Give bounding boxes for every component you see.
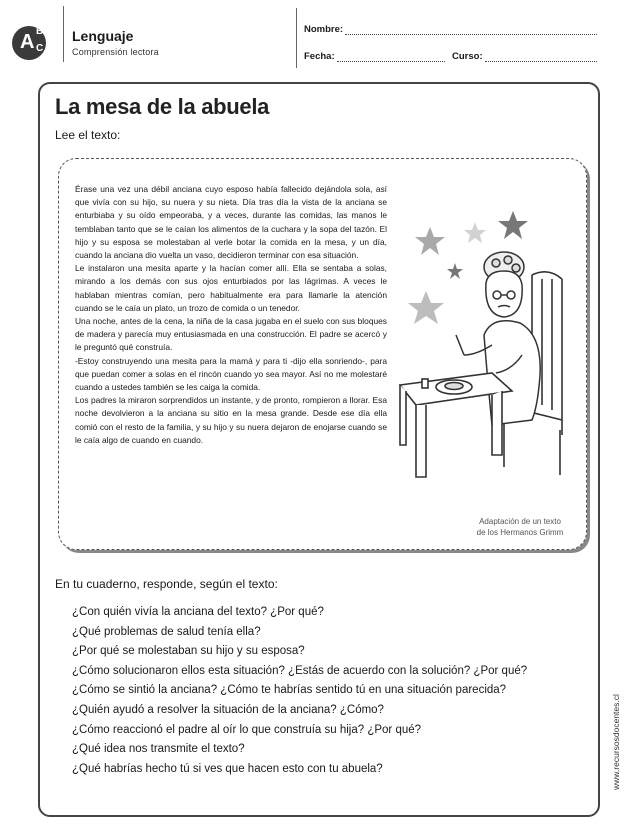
questions-instruction: En tu cuaderno, responde, según el texto: xyxy=(55,577,278,591)
abc-logo xyxy=(12,26,56,60)
source-credit xyxy=(455,516,585,538)
story-paragraph: -Estoy construyendo una mesita para la mamá y para ti -dijo ella sonriendo-, para que puedan comer a solas en el rincón cuando yo sea mayor. Así no me molestaré cuando a ustedes también se les caiga la comida. xyxy=(75,355,387,393)
question-item: ¿Cómo solucionaron ellos esta situación? ¿Estás de acuerdo con la solución? ¿Por qué? xyxy=(72,664,528,677)
question-item: ¿Qué habrías hecho tú si ves que hacen esto con tu abuela? xyxy=(72,762,383,775)
question-item: ¿Quién ayudó a resolver la situación de la anciana? ¿Cómo? xyxy=(72,703,384,716)
star-icon xyxy=(464,222,486,243)
nombre-label: Nombre: xyxy=(304,24,344,35)
story-paragraph: Le instalaron una mesita aparte y la hacían comer allí. Ella se sentaba a solas, mirando a los demás con sus ojos enturbiados por las lágrimas. A veces le hablaban mientras comían, pero habitualmente era para llamarle la atención cuando se le caía un plato, un trozo de comida o un tenedor. xyxy=(75,263,387,313)
star-icon xyxy=(447,263,463,279)
question-item: ¿Cómo reaccionó el padre al oír lo que construía su hija? ¿Por qué? xyxy=(72,723,422,736)
question-item: ¿Qué problemas de salud tenía ella? xyxy=(72,625,261,638)
fecha-label: Fecha: xyxy=(304,51,335,62)
nombre-line[interactable] xyxy=(345,25,597,35)
fecha-field[interactable] xyxy=(304,51,445,62)
website-url: www.recursosdocentes.cl xyxy=(611,694,621,790)
header-separator xyxy=(296,8,297,68)
logo-letter-a: A xyxy=(20,31,35,53)
fecha-line[interactable] xyxy=(337,52,445,62)
subject-subtitle: Comprensión lectora xyxy=(72,47,159,57)
star-icon xyxy=(408,291,444,324)
story-paragraph: Érase una vez una débil anciana cuyo esposo había fallecido dejándola sola, así que vivía con su hijo, su nuera y su nieta. Día tras día la vista de la anciana se enturbiaba y su oído empeoraba, y a veces, durante las comidas, las manos le temblaban tanto que se le caían los alimentos de la cuchara y la sopa del tazón. El hijo y su esposa se molestaban al verle botar la comida en la mesa, y un día, cuando la anciana dio vuelta un vaso, decidieron terminar con esa situación. xyxy=(75,184,387,261)
curso-field[interactable] xyxy=(452,51,597,62)
page-title: La mesa de la abuela xyxy=(55,94,270,119)
credit-line: Adaptación de un texto xyxy=(479,517,561,526)
small-table xyxy=(400,373,512,477)
star-icon xyxy=(415,227,445,255)
question-item: ¿Cómo se sintió la anciana? ¿Cómo te habrías sentido tú en una situación parecida? xyxy=(72,684,507,697)
story-paragraph: Los padres la miraron sorprendidos un instante, y de pronto, rompieron a llorar. Esa noche devolvieron a la anciana su sitio en la mesa grande. Desde ese día ella comió con el resto de la familia, y su hijo y su nuera dejaron de enojarse cuando se le caía algo de cuando en cuando. xyxy=(75,395,387,445)
star-icon xyxy=(498,211,528,239)
subject-title: Lenguaje xyxy=(72,28,134,44)
question-item: ¿Qué idea nos transmite el texto? xyxy=(72,743,245,756)
questions-list xyxy=(72,603,527,779)
header-divider xyxy=(63,6,64,62)
logo-letter-c: C xyxy=(36,43,44,54)
nombre-field[interactable] xyxy=(304,24,597,35)
curso-line[interactable] xyxy=(485,52,597,62)
credit-line: de los Hermanos Grimm xyxy=(476,528,564,537)
question-item: ¿Por qué se molestaban su hijo y su esposa? xyxy=(72,645,305,658)
story-paragraph: Una noche, antes de la cena, la niña de la casa jugaba en el suelo con sus bloques de madera y parecía muy entusiasmada en una construcción. El padre se acercó y le preguntó qué construía. xyxy=(75,316,387,353)
reading-instruction: Lee el texto: xyxy=(55,128,121,142)
logo-letter-b: B xyxy=(36,26,44,37)
grandmother-illustration xyxy=(392,205,578,505)
curso-label: Curso: xyxy=(452,51,483,62)
question-item: ¿Con quién vivía la anciana del texto? ¿Por qué? xyxy=(72,606,324,618)
story-text xyxy=(75,183,387,447)
